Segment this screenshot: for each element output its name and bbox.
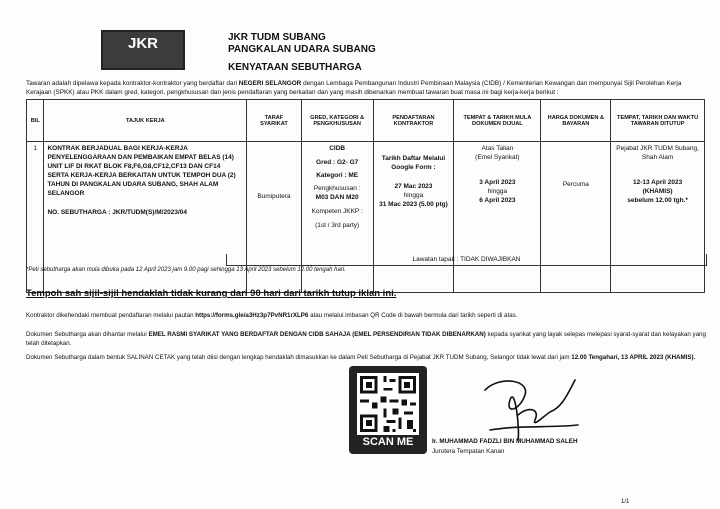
daftar-end: 31 Mac 2023 (5.00 ptg)	[379, 201, 448, 208]
site-visit-row: Lawatan tapak : TIDAK DIWAJIBKAN	[226, 254, 707, 266]
header-line1: JKR TUDM SUBANG	[228, 32, 326, 43]
registration-link[interactable]: https://forms.gle/a3Hz3p7PvNR1rXLP6	[195, 312, 309, 319]
header-line2: PANGKALAN UDARA SUBANG	[228, 44, 376, 55]
tutup-day: (KHAMIS)	[642, 188, 673, 195]
intro-paragraph: Tawaran adalah dipelawa kepada kontraktor-kontraktor yang berdaftar dari NEGERI SELANGOR dengan Lembaga Pembangunan Industri Pembinaan Malaysia (CIDB) / Kementerian Kewangan dan mempunyai Sijil Perolehan Kerja Kerajaan (SPKK) atau PKK dalam gred, kategori, pengkhususan dan jenis pendaftaran yang berkaitan dan yang masih dibenarkan membuat tawaran buat masa ini bagi kerja-kerja berikut :	[26, 80, 682, 96]
row-harga: Percuma	[541, 142, 611, 293]
daftar-hingga: hingga	[403, 192, 424, 199]
col-gred: GRED, KATEGORI & PENGKHUSUSAN	[301, 100, 373, 142]
document-title: KENYATAAN SEBUTHARGA	[228, 62, 362, 73]
row-tempat	[454, 142, 541, 293]
page-number: 1/1	[621, 499, 630, 505]
daftar-label: Tarikh Daftar Melalui Google Form :	[381, 155, 446, 171]
handwritten-signature	[470, 370, 580, 445]
registration-paragraph: Kontraktor dikehendaki membuat pendaftaran melalui pautan https://forms.gle/a3Hz3p7PvNR1rXLP6 atau melalui imbasan QR Code di bawah bermula dari tarikh seperti di atas.	[26, 312, 518, 319]
gred-value: Gred : G2- G7	[316, 159, 359, 166]
kompeten-label: Kompeten JKKP :	[311, 208, 363, 215]
col-taraf: TARAF SYARIKAT	[247, 100, 302, 142]
logo-text: JKR	[127, 35, 158, 52]
state-name: NEGERI SELANGOR	[238, 80, 302, 87]
tempat-online: Atas Talian	[481, 145, 514, 152]
quotation-number: NO. SEBUTHARGA : JKR/TUDM(S)/M/2023/04	[47, 209, 187, 216]
tempat-email: (Emel Syarikat)	[475, 154, 520, 161]
signatory-title: Jurutera Tempatan Kanan	[432, 448, 505, 455]
scan-me-label: SCAN ME	[362, 436, 414, 448]
qr-pattern-icon	[357, 373, 419, 435]
jual-start: 3 April 2023	[479, 179, 516, 186]
col-tempat: TEMPAT & TARIKH MULA DOKUMEN DIJUAL	[454, 100, 541, 142]
footnote: *Peti sebutharga akan mula dibuka pada 12 April 2023 jam 9.00 pagi sehingga 13 April 2023 sebelum 12.00 tengah hari.	[26, 267, 346, 273]
table-header-row	[27, 100, 705, 142]
submission-paragraph: Dokumen Sebutharga dalam bentuk SALINAN CETAK yang telah diisi dengan lengkap hendaklah dimasukkan ke dalam Peti Sebutharga di Pejabat JKR TUDM Subang, Selangor tidak lewat dari jam 12.00 Tengahari, 13 APRIL 2023 (KHAMIS).	[26, 354, 696, 361]
email-paragraph: Dokumen Sebutharga akan dihantar melalui EMEL RASMI SYARIKAT YANG BERDAFTAR DENGAN CIDB SAHAJA (EMEL PERSENDIRIAN TIDAK DIBENARKAN) kepada syarikat yang layak selepas melepasi syarat-syarat dan kelayakan yang telah ditetapkan.	[26, 331, 706, 347]
col-daftar: PENDAFTARAN KONTRAKTOR	[373, 100, 454, 142]
jual-end: 6 April 2023	[479, 197, 516, 204]
pengkhususan-label: Pengkhususan :	[313, 185, 361, 192]
logo-subtext	[103, 56, 183, 64]
col-bil: BIL	[27, 100, 44, 142]
jkr-logo	[101, 30, 185, 70]
cidb-label: CIDB	[329, 145, 346, 152]
qr-code[interactable]	[349, 366, 427, 454]
row-taraf: Bumiputera	[247, 142, 302, 293]
pengkhususan-value: M03 DAN M20	[315, 194, 359, 201]
work-title: KONTRAK BERJADUAL BAGI KERJA-KERJA PENYELENGGARAAN DAN PEMBAIKAN EMPAT BELAS (14) UNIT LIF DI RKAT BLOK F8,F6,G8,CF12,CF13 DAN CF14 SERTA KERJA-KERJA BERKAITAN UNTUK TEMPOH DUA (2) TAHUN DI PANGKALAN UDARA SUBANG, SHAH ALAM SELANGOR	[47, 145, 236, 197]
validity-notice: Tempoh sah sijil-sijil hendaklah tidak kurang dari 90 hari dari tarikh tutup iklan ini.	[26, 288, 397, 299]
row-tutup	[611, 142, 705, 293]
row-daftar	[373, 142, 454, 293]
col-tutup: TEMPAT, TARIKH DAN WAKTU TAWARAN DITUTUP	[611, 100, 705, 142]
col-harga: HARGA DOKUMEN & BAYARAN	[541, 100, 611, 142]
kategori-value: Kategori : ME	[316, 172, 359, 179]
party-value: (1st / 3rd party)	[315, 222, 360, 229]
daftar-start: 27 Mac 2023	[394, 183, 433, 190]
tutup-date: 12-13 April 2023	[632, 179, 683, 186]
signatory-name: Ir. MUHAMMAD FADZLI BIN MUHAMMAD SALEH	[432, 438, 578, 445]
col-tajuk: TAJUK KERJA	[44, 100, 247, 142]
row-bil: 1	[27, 142, 44, 293]
jual-hingga: hingga	[487, 188, 508, 195]
tutup-time: sebelum 12.00 tgh.*	[627, 197, 688, 204]
tutup-place: Pejabat JKR TUDM Subang, Shah Alam	[616, 145, 699, 161]
